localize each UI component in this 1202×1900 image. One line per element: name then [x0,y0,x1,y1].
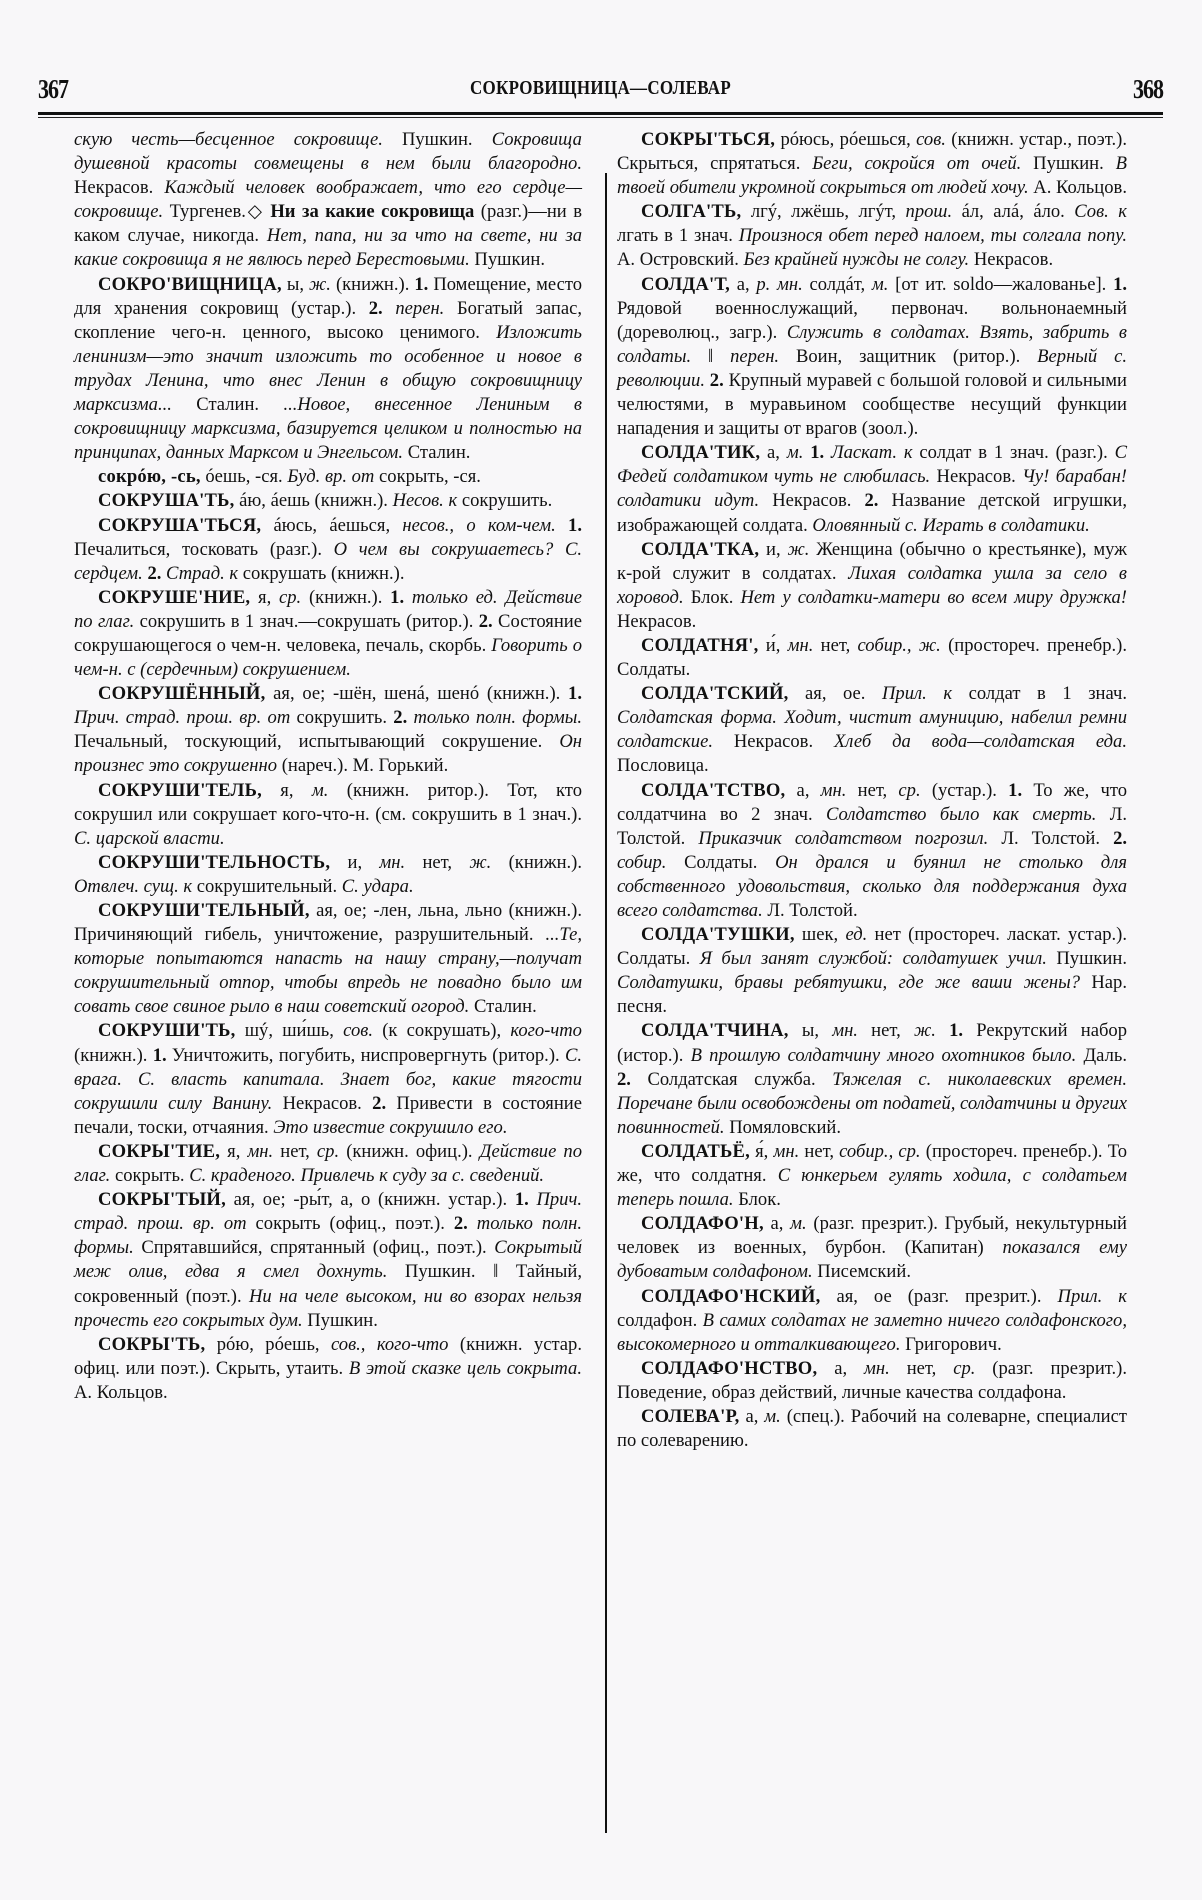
entry-italic-text: Ни на челе высоком, ни во взорах нельзя прочесть его сокрытых дум. [74,1285,582,1331]
header-rule-thin [38,117,1163,118]
entry-headword: СОЛДАТЬЁ, [641,1140,750,1162]
entry-bold-text: 1. [1113,273,1128,295]
entry-text: Привести в состояние печали, тоски, отчаяния. [74,1092,583,1138]
entry-text: Рядовой военнослужащий, первонач. вольнонаемный (дореволюц., загр.). [617,297,1127,343]
entry-headword: СОКРУШЕ'НИЕ, [98,586,251,608]
entry-text: Рекрутский набор (истор.). [617,1020,1128,1066]
dictionary-entry [74,1333,582,1405]
entry-text: а, [760,442,787,464]
entry-headword: СОЛДА'Т, [641,273,730,295]
entry-text: (простореч. пренебр.). Солдаты. [617,634,1127,681]
entry-italic-text: сов., кого-что [330,1333,460,1355]
entry-text: Тургенев.◇ [169,201,271,223]
entry-italic-text: Оловянный с. Играть в солдатики. [812,514,1090,536]
entry-text: Спрятавшийся, спрятанный (офиц., поэт.). [141,1237,495,1259]
entry-text: сокрушить. [461,490,553,512]
dictionary-entry [74,1019,582,1139]
dictionary-entry [617,923,1127,1019]
entry-italic-text: С. удара. [341,875,414,897]
dictionary-entry [74,514,582,586]
entry-text: ая, ое; -ры́т, а, о (книжн. устар.). [225,1189,515,1211]
dictionary-entry [617,538,1127,634]
entry-text: Помещение, место для хранения сокровищ (устар.). [74,273,582,319]
dictionary-entry [617,1140,1127,1212]
entry-italic-text: м. [764,1405,787,1427]
entry-headword: СОКРЫ'ТЫЙ, [98,1189,226,1211]
entry-italic-text: Я был занят службой: солдатушек учил. [699,948,1057,970]
entry-text: áл, алá, áло. [961,201,1075,223]
entry-text: шý, ши́шь, [235,1020,344,1042]
dictionary-entry [74,899,582,1019]
entry-headword: сокрóю, -сь, [98,466,201,488]
entry-text: Некрасов. [772,490,865,512]
entry-italic-text: С Федей солдатиком чуть не слюбилась. [617,442,1128,488]
dictionary-entry [617,273,1127,442]
entry-italic-text: Солдатушки, бравы ребятушки, где же ваши жены? [617,972,1092,994]
entry-text: ы, [788,1020,833,1042]
entry-headword: СОЛДА'ТУШКИ, [641,924,795,946]
entry-text: (книжн.). [308,586,391,608]
entry-text: Состояние сокрушающегося о чем-н. человека, печаль, скорбь. [74,610,582,656]
entry-bold-text: 2. [372,1092,397,1114]
entry-text: нет (простореч. ласкат. устар.). Солдаты. [617,924,1127,970]
entry-text: нет, [857,779,899,801]
entry-text: солдафон. [617,1309,703,1331]
entry-text: То же, что солдатчина во 2 знач. [617,779,1128,825]
entry-bold-text: 1. [1008,779,1034,801]
entry-italic-text: Верный с. революции. [617,345,1127,391]
entry-italic-text: Солдатская форма. Ходит, чистит амуницию, набелил ремни солдатские. [617,707,1127,753]
entry-italic-text: сов. [343,1020,383,1042]
entry-text: я́, [749,1140,774,1162]
entry-text: солдáт, [809,273,872,295]
entry-text: Некрасов. [936,466,1023,488]
entry-bold-text: 1. [568,683,582,705]
entry-italic-text: Приказчик солдатством погрозил. [698,827,1002,849]
entry-headword: СОКРУШИ'ТЕЛЬНОСТЬ, [98,851,331,873]
dictionary-entry [617,682,1127,778]
entry-italic-text: Прич. страд. прош. вр. от [74,1189,582,1235]
dictionary-entry [74,128,582,273]
entry-text: Женщина (обычно о крестьянке), муж к-рой служит в солдатах. [617,538,1127,584]
entry-bold-text: 1. [152,1044,172,1066]
entry-italic-text: только ед. Действие по глаг. [74,586,582,632]
entry-italic-text: Прил. к [1057,1285,1127,1307]
entry-headword: СОКРУШИ'ТЬ, [98,1020,236,1042]
entry-italic-text: собир., ж. [857,634,949,656]
entry-text: я, [250,586,279,608]
entry-text: áю, áешь (книжн.). [234,490,393,512]
entry-italic-text: Лихая солдатка ушла за село в хоровод. [617,562,1128,608]
entry-text: Название детской игрушки, изображающей солдата. [617,490,1127,536]
entry-text: Солдатская служба. [647,1068,833,1090]
entry-text: (книжн. устар., поэт.). Скрыться, спрятаться. [617,129,1127,175]
entry-text: Воин, защитник (ритор.). [795,345,1038,367]
entry-italic-text: Нет у солдатки-матери во всем миру дружка! [740,586,1127,608]
entry-text: ая, ое (разг. презрит.). [820,1285,1058,1307]
entry-text: сокрыть (офиц., поэт.). [255,1213,454,1235]
entry-text: (книжн.). [508,851,583,873]
entry-text: Л. Толстой. [617,803,1127,849]
entry-text: Л. Толстой. [1001,827,1114,849]
entry-italic-text: Буд. вр. от [287,466,380,488]
entry-headword: СОЛДАФО'НСТВО, [641,1357,818,1379]
entry-text: (книжн. ритор.). Тот, кто сокрушил или сокрушает кого-что-н. (см. сокрушить в 1 знач.). [74,779,582,825]
entry-text: а, [739,1405,765,1427]
dictionary-entry [74,465,582,489]
entry-italic-text: Солдатство было как смерть. [826,803,1110,825]
entry-italic-text: м. [786,442,811,464]
dictionary-entry [74,586,582,682]
entry-italic-text: Он произнес это сокрушенно [74,731,582,777]
entry-italic-text: С юнкерьем гулять ходила, с солдатьем теперь пошла. [617,1165,1127,1211]
entry-italic-text: С. краденого. Привлечь к суду за с. сведений. [189,1165,545,1187]
entry-text: Некрасов. [973,249,1054,271]
entry-text: (спец.). Рабочий на солеварне, специалист по солеварению. [617,1405,1127,1452]
entry-text: солдат в 1 знач. (разг.). [919,442,1115,464]
entry-text: нет, [280,1140,317,1162]
dictionary-entry [74,489,582,513]
dictionary-entry [617,634,1127,682]
entry-text: сокрушительный. [196,875,342,897]
entry-italic-text: кого-что [510,1020,582,1042]
entry-italic-text: перен. [395,297,457,319]
entry-text: нет, [871,1020,914,1042]
entry-text: (разг.)—ни в каком случае, никогда. [74,201,582,247]
entry-headword: СОЛДАТНЯ', [641,634,759,656]
entry-text: (разг. презрит.). Поведение, образ действий, личные качества солдафона. [617,1357,1128,1403]
entry-italic-text: ж. [308,273,336,295]
entry-headword: СОКРУШИ'ТЕЛЬНЫЙ, [98,900,310,921]
entry-text: я, [220,1140,248,1162]
entry-text: (нареч.). М. Горький. [281,755,449,777]
entry-text: Пушкин. [401,129,492,150]
entry-text: я, [261,779,312,801]
entry-italic-text: Действие по глаг. [74,1140,582,1187]
entry-text: Григорович. [905,1333,1002,1355]
entry-italic-text: прош. [905,201,962,223]
dictionary-entry [617,128,1127,200]
entry-text: Л. Толстой. [767,900,858,921]
entry-italic-text: ср. [279,586,309,608]
entry-bold-text: 2. [478,610,499,632]
entry-text: [от ит. soldo—жалованье]. [895,273,1114,295]
dictionary-entry [617,200,1127,272]
entry-text: óешь, -ся. [200,466,288,488]
entry-headword: СОЛДАФО'Н, [641,1213,764,1235]
entry-text: Богатый запас, скопление чего-н. ценного, высоко ценимого. [74,297,583,343]
entry-text: нет, [906,1357,954,1379]
entry-headword: СОКРЫ'ТЬСЯ, [641,129,776,150]
entry-headword: СОКРЫ'ТИЕ, [98,1140,221,1162]
entry-italic-text: Он дрался и буянил не столько для собственного удовольствия, сколько для поддержания духа всего солдатства. [617,851,1127,921]
entry-text: и, [330,851,380,873]
entry-italic-text: мн. [864,1357,907,1379]
entry-italic-text: ср. [953,1357,993,1379]
entry-headword: СОЛДА'ТСКИЙ, [641,683,789,705]
entry-text: а, [785,779,821,801]
entry-italic-text: Сокровища душевной красоты совмещены в нем были благородно. [74,129,582,175]
entry-text: Некрасов. [282,1092,373,1114]
entry-italic-text: В прошлую солдатчину много охотников было. [690,1044,1084,1066]
entry-italic-text: м. [790,1213,814,1235]
entry-text: Уничтожить, погубить, ниспровергнуть (ритор.). [171,1044,565,1066]
right-column [617,128,1127,1453]
left-page-number: 367 [38,72,68,104]
entry-text: нет, [422,851,470,873]
header-rule-thick [38,112,1163,115]
dictionary-entry [74,682,582,778]
entry-italic-text: Страд. к [166,562,243,584]
entry-headword: СОЛДАФО'НСКИЙ, [641,1285,821,1307]
entry-text: А. Кольцов. [1033,177,1127,199]
entry-italic-text: ср. [898,779,932,801]
entry-italic-text: ср. [316,1140,347,1162]
entry-text: Сталин. [407,442,471,464]
entry-bold-text: 1. [390,586,412,608]
entry-italic-text: Без крайней нужды не солгу. [743,249,974,271]
entry-italic-text: Каждый человек воображает, что его сердце—сокровище. [74,177,583,223]
entry-text: шек, [794,924,846,946]
entry-italic-text: В самих солдатах не заметно ничего солдафонского, высокомерного и отталкивающего. [617,1309,1127,1355]
entry-bold-text: 1. [949,1020,977,1042]
dictionary-entry [74,851,582,899]
entry-italic-text: Чу! барабан! солдатики идут. [617,466,1127,512]
entry-italic-text: м. [871,273,896,295]
entry-text: (простореч. пренебр.). То же, что солдатня. [617,1140,1127,1187]
entry-text: Писемский. [817,1261,911,1283]
entry-italic-text: ед. [845,924,875,946]
entry-text: Некрасов. [733,731,834,753]
entry-bold-text: 2. [864,490,892,512]
entry-italic-text: только полн. формы. [413,707,582,729]
entry-text: ая, ое; -лен, льна, льно (книжн.). Причиняющий гибель, уничтожение, разрушительный. [74,900,582,946]
entry-italic-text: мн. [832,1020,872,1042]
entry-text: Пословица. [617,755,709,777]
dictionary-entry [74,1188,582,1333]
entry-headword: СОКРУШИ'ТЕЛЬ, [98,779,262,801]
entry-text: а, [730,273,757,295]
dictionary-entry [617,1357,1127,1405]
entry-italic-text: р. мн. [756,273,810,295]
entry-italic-text: собир. [617,851,685,873]
left-column [74,128,582,1405]
entry-bold-text: 2. [709,369,729,391]
entry-text: сокрушать (книжн.). [242,562,405,584]
entry-text: (к сокрушать), [382,1020,511,1042]
entry-text: а, [817,1357,865,1379]
entry-bold-text: 2. [147,562,167,584]
entry-headword: СОЛДА'ТСТВО, [641,779,786,801]
entry-text: (устар.). [931,779,1009,801]
entry-text: Пушкин. [1056,948,1127,970]
entry-text: Пушкин. [1033,153,1116,175]
entry-bold-text: Ни за какие сокровища [270,201,481,223]
entry-text: нет, [820,634,858,656]
entry-bold-text: 2. [1113,827,1128,849]
entry-text: А. Кольцов. [74,1381,168,1403]
entry-italic-text: В этой сказке цель сокрыта. [348,1357,582,1379]
entry-italic-text: собир., ср. [839,1140,926,1162]
entry-text: сокрыть. [114,1165,190,1187]
dictionary-entry [617,1285,1127,1357]
entry-text: (книжн. устар. офиц. или поэт.). Скрыть, утаить. [74,1333,582,1379]
entry-text: Блок. [738,1189,781,1211]
entry-text: (книжн. офиц.). [346,1140,480,1162]
entry-bold-text: 1. [568,514,582,536]
entry-text: ая, ое. [788,683,882,705]
entry-italic-text: Служить в солдатах. Взять, забрить в солдаты. [617,321,1127,367]
entry-text: Пушкин. [307,1309,378,1331]
entry-bold-text: 2. [453,1213,477,1235]
page-header [38,72,1163,106]
entry-bold-text: 2. [368,297,396,319]
entry-italic-text: ж. [469,851,509,873]
entry-italic-text: несов., о ком-чем. [402,514,569,536]
entry-italic-text: Прил. к [882,683,969,705]
entry-italic-text: О чем вы сокрушаетесь? С. сердцем. [74,538,583,584]
entry-text: Солдаты. [684,851,776,873]
entry-headword: СОКРУША'ТЬСЯ, [98,514,262,536]
entry-italic-text: Прич. страд. прош. вр. от [74,707,297,729]
entry-italic-text: мн. [773,1140,805,1162]
entry-italic-text: Беги, сокройся от очей. [812,153,1034,175]
entry-text: сокрыть, -ся. [379,466,481,488]
entry-italic-text: Тяжелая с. николаевских времен. Поречане были освобождены от податей, солдатчины и других повинностей. [617,1068,1127,1138]
dictionary-entry [617,1405,1127,1453]
entry-headword: СОКРУША'ТЬ, [98,490,235,512]
entry-headword: СОЛДА'ТКА, [641,538,760,560]
entry-text: а, [763,1213,791,1235]
entry-text: Некрасов. [74,177,165,199]
entry-italic-text: Сокрытый меж олив, едва я смел дохнуть. [74,1237,582,1283]
entry-text: Даль. [1083,1044,1127,1066]
entry-italic-text: Ласкат. к [831,442,920,464]
entry-text: áюсь, áешься, [261,514,403,536]
entry-text: (разг. презрит.). Грубый, некультурный человек из военных, бурбон. (Капитан) [617,1213,1127,1259]
entry-text: рóюсь, рóешься, [775,129,917,150]
entry-text: нет, [804,1140,840,1162]
entry-italic-text: ж. [787,538,817,560]
entry-text: ы, [281,273,309,295]
running-title: СОКРОВИЩНИЦА—СОЛЕВАР [469,76,732,99]
entry-text: А. Островский. [617,249,744,271]
entry-text: Блок. [690,586,741,608]
dictionary-entry [74,779,582,851]
entry-italic-text: Изложить ленинизм—это значит изложить то особенное и новое в трудах Ленина, что внес Ленин в общую сокровищницу марксизма... [74,321,582,416]
entry-headword: СОКРЫ'ТЬ, [98,1333,206,1355]
entry-italic-text: Нет, папа, ни за что на свете, ни за какие сокровища я не явлюсь перед Берестовыми. [74,225,583,271]
entry-text: рóю, рóешь, [205,1333,331,1355]
entry-italic-text: мн. [787,634,821,656]
entry-italic-text: В твоей обители укромной сокрыться от людей хочу. [617,153,1127,199]
entry-text: (книжн.). [335,273,415,295]
entry-text: солдат в 1 знач. [968,683,1127,705]
entry-text: лгý, лжёшь, лгýт, [741,201,906,223]
entry-italic-text: мн. [247,1140,281,1162]
entry-italic-text: С. царской власти. [74,827,225,849]
entry-italic-text: показался ему дубоватым солдафоном. [617,1237,1127,1283]
entry-text: (книжн.). [74,1044,153,1066]
entry-italic-text: ...Те, которые попытаются напасть на нашу страну,—получат сокрушительный отпор, чтобы впредь не повадно было им совать свое свиное рыло в наш советский огород. [74,924,582,1018]
entry-text: лгать в 1 знач. [617,225,739,247]
entry-italic-text: мн. [820,779,858,801]
entry-italic-text: скую честь—бесценное сокровище. [74,129,402,150]
entry-text: ая, ое; -шён, шенá, шенó (книжн.). [265,683,569,705]
entry-text: и, [759,538,788,560]
entry-headword: СОЛДА'ТИК, [641,442,761,464]
entry-italic-text: ж. [913,1020,950,1042]
entry-text: Некрасов. [617,610,697,632]
entry-bold-text: 1. [514,1189,537,1211]
entry-text: Печальный, тоскующий, испытывающий сокрушение. [74,731,560,753]
entry-text: Пушкин. ‖ Тайный, сокровенный (поэт.). [74,1261,582,1307]
entry-text: Пушкин. [474,249,546,271]
entry-italic-text: Отвлеч. сущ. к [74,875,197,897]
entry-italic-text: м. [311,779,347,801]
entry-italic-text: С. врага. С. власть капитала. Знает бог, какие тягости сокрушили силу Ванину. [74,1044,582,1114]
entry-bold-text: 1. [810,442,832,464]
entry-text: ‖ [707,345,731,367]
entry-italic-text: сов. [916,129,952,150]
entry-italic-text: Это известие сокрушило его. [273,1116,508,1138]
entry-bold-text: 1. [414,273,434,295]
dictionary-entry [74,1140,582,1188]
entry-text: сокрушить в 1 знач.—сокрушать (ритор.). [139,610,479,632]
entry-text: Помяловский. [729,1116,842,1138]
entry-headword: СОЛЕВА'Р, [641,1405,740,1427]
dictionary-entry [617,779,1127,924]
entry-italic-text: мн. [379,851,423,873]
entry-headword: СОЛГА'ТЬ, [641,201,742,223]
entry-text: сокрушить. [296,707,394,729]
entry-italic-text: Сов. к [1074,201,1127,223]
entry-italic-text: ...Новое, внесенное Лениным в сокровищницу марксизма, базируется целиком и полностью на принципах, данных Марксом и Энгельсом. [74,394,583,464]
entry-text: Сталин. [196,394,284,416]
entry-text: Крупный муравей с большой головой и сильными челюстями, в муравьином сообществе несущий функции нападения и защиты от врагов (зоол.). [617,369,1127,440]
entry-italic-text: Произнося обет перед налоем, ты солгала попу. [738,225,1127,247]
entry-italic-text: Хлеб да вода—солдатская еда. [833,731,1128,753]
column-divider [605,173,607,1833]
entry-italic-text: Несов. к [392,490,462,512]
entry-text: Нар. песня. [617,972,1127,1018]
dictionary-entry [74,273,582,466]
entry-italic-text: перен. [730,345,796,367]
entry-headword: СОКРО'ВИЩНИЦА, [98,273,282,295]
entry-text: Сталин. [473,996,537,1018]
entry-italic-text: только полн. формы. [74,1213,582,1259]
entry-bold-text: 2. [393,707,414,729]
entry-headword: СОЛДА'ТЧИНА, [641,1020,789,1042]
entry-text: и́, [758,634,788,656]
dictionary-entry [617,1019,1127,1139]
entry-text: Печалиться, тосковать (разг.). [74,538,334,560]
entry-italic-text: Говорить о чем-н. с (сердечным) сокрушением. [74,634,582,681]
entry-headword: СОКРУШЁННЫЙ, [98,683,266,705]
dictionary-entry [617,441,1127,537]
right-page-number: 368 [1133,72,1163,104]
dictionary-entry [617,1212,1127,1284]
entry-bold-text: 2. [617,1068,648,1090]
